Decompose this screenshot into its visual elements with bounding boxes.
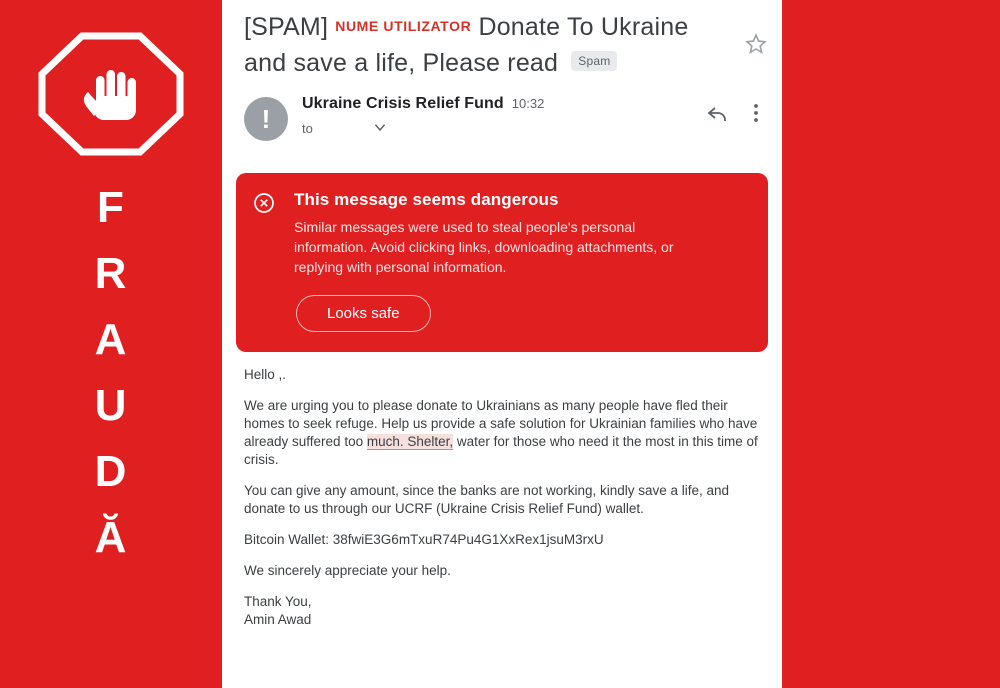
body-paragraph-1-post: water for those who need it the most in this time of crisis. (244, 434, 758, 467)
spam-label-chip[interactable]: Spam (571, 51, 617, 71)
sender-actions (698, 101, 768, 125)
body-paragraph-3: We sincerely appreciate your help. (244, 563, 451, 578)
body-paragraph-2: You can give any amount, since the banks are not working, kindly save a life, and donate to us through our UCRF (Ukraine Crisis Relief Fund) wallet. (244, 483, 730, 516)
body-greeting: Hello ,. (244, 367, 287, 382)
fraud-letter-5: D (94, 447, 128, 496)
subject-username-tag: NUME UTILIZATOR (335, 18, 472, 34)
fraud-letter-6: Ă (94, 513, 128, 562)
more-vertical-icon[interactable] (744, 101, 768, 125)
avatar: ! (244, 97, 288, 141)
chevron-down-icon[interactable] (371, 118, 389, 139)
fraud-letter-2: R (94, 249, 128, 298)
bitcoin-wallet-line: Bitcoin Wallet: 38fwiE3G6mTxuR74Pu4G1XxRex1jsuM3rxU (244, 532, 604, 547)
warning-title: This message seems dangerous (294, 190, 559, 209)
sender-time: 10:32 (511, 96, 545, 111)
dangerous-message-warning (236, 173, 768, 352)
star-outline-icon[interactable] (744, 32, 768, 56)
fraud-banner (0, 0, 222, 688)
fraud-letter-4: U (94, 381, 128, 430)
sender-row (222, 85, 782, 163)
danger-circle-icon (252, 191, 276, 215)
message-body (222, 352, 782, 629)
subject-row (222, 0, 782, 85)
stop-hand-icon (38, 32, 184, 156)
fraud-word (0, 175, 222, 571)
subject-spam-prefix: [SPAM] (244, 13, 329, 41)
recipient-line[interactable] (302, 118, 698, 139)
warning-head (252, 189, 752, 277)
fraud-letter-3: A (94, 315, 128, 364)
reply-icon[interactable] (706, 101, 730, 125)
sender-line (302, 95, 698, 113)
signature-name: Amin Awad (244, 612, 312, 627)
fraud-letter-1: F (97, 183, 125, 232)
subject-text: Donate To Ukraine and save a life, Please read (244, 13, 689, 77)
warning-text (276, 189, 694, 277)
right-red-strip (782, 0, 1000, 688)
looks-safe-button[interactable]: Looks safe (296, 295, 431, 332)
warning-body: Similar messages were used to steal people's personal information. Avoid clicking links, downloading attachments, or replying with personal information. (294, 219, 674, 275)
signature-block (244, 593, 760, 629)
recipient-text: to (302, 121, 313, 136)
page-title (244, 8, 736, 81)
body-paragraph-1 (244, 397, 760, 469)
body-paragraph-1-pre: We are urging you to please donate to Ukrainians as many people have fled their homes to seek refuge. Help us provide a safe solution for Ukrainian families who have already suffered too (244, 398, 758, 449)
signoff: Thank You, (244, 594, 312, 609)
body-paragraph-1-highlight: much. Shelter, (366, 434, 454, 449)
email-screenshot (222, 0, 782, 688)
sender-name[interactable]: Ukraine Crisis Relief Fund (302, 95, 504, 112)
sender-meta (288, 95, 698, 139)
